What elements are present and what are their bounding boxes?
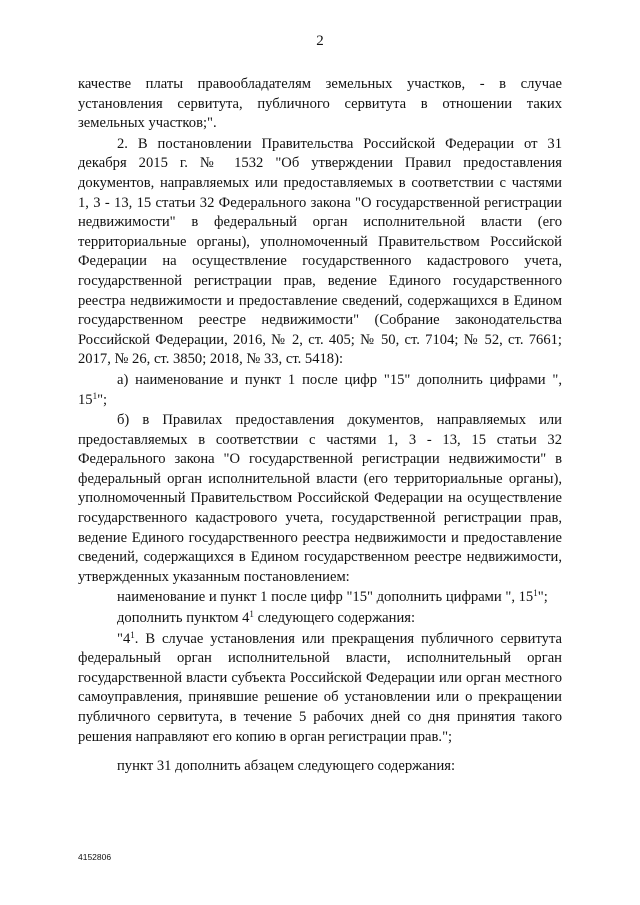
paragraph-amend-title-text: наименование и пункт 1 после цифр "15" дополнить цифрами ", 15	[117, 589, 534, 606]
paragraph-item-2: 2. В постановлении Правительства Российской Федерации от 31 декабря 2015 г. № 1532 "Об утверждении Правил предоставления документов, направляемых или предоставляемых в соответствии с частями 1, 3 - 13, 15 статьи 32 Федерального закона "О государственной регистрации недвижимости" в федеральный орган исполнительной власти (его территориальные органы), уполномоченный Правительством Российской Федерации на осуществление государственного кадастрового учета, государственной регистрации прав, ведение Единого государственного реестра недвижимости и предоставление сведений, содержащихся в Едином государственном реестре недвижимости" (Собрание законодательства Российской Федерации, 2016, № 2, ст. 405; № 50, ст. 7104; № 52, ст. 7661; 2017, № 26, ст. 3850; 2018, № 33, ст. 5418):	[78, 135, 562, 368]
paragraph-continuation: качестве платы правообладателям земельных участков, - в случае установления сервитута, публичного сервитута в отношении таких земельных участков;".	[78, 76, 562, 132]
paragraph-item-b: б) в Правилах предоставления документов, направляемых или предоставляемых в соответствии с частями 1, 3 - 13, 15 статьи 32 Федерального закона "О государственной регистрации недвижимости" в федеральный орган исполнительной власти (его территориальные органы), уполномоченный Правительством Российской Федерации на осуществление государственного кадастрового учета, государственной регистрации прав, ведение Единого государственного реестра недвижимости и предоставление сведений, содержащихся в Едином государственном реестре недвижимости, утвержденных указанным постановлением:	[78, 412, 562, 585]
paragraph-amend-title	[78, 588, 562, 608]
paragraph-amend-title-tail: ";	[537, 589, 548, 606]
paragraph-point-4-1-start: "4	[117, 630, 131, 647]
paragraph-add-point-tail: следующего содержания:	[253, 610, 416, 627]
document-body	[78, 75, 562, 777]
superscript: 1	[92, 390, 98, 401]
paragraph-item-a-tail: ";	[97, 391, 108, 408]
paragraph-item-a-text: а) наименование и пункт 1 после цифр "15" дополнить цифрами ", 15	[78, 371, 562, 408]
superscript: 1	[533, 588, 538, 599]
superscript: 1	[130, 629, 135, 640]
paragraph-point-31: пункт 31 дополнить абзацем следующего содержания:	[117, 758, 456, 775]
paragraph-add-point-text: дополнить пунктом 4	[117, 610, 250, 627]
superscript: 1	[249, 609, 254, 620]
paragraph-point-4-1	[78, 630, 562, 748]
page-number: 2	[316, 33, 324, 49]
document-id: 4152806	[78, 852, 112, 862]
paragraph-add-point	[78, 609, 562, 629]
paragraph-item-a	[78, 371, 562, 410]
paragraph-point-4-1-text: . В случае установления или прекращения публичного сервитута федеральный орган исполнительной власти, исполнительный орган государственной власти субъекта Российской Федерации или орган местного самоуправления, принявшие решение об установлении или о прекращении публичного сервитута, в течение 5 рабочих дней со дня принятия такого решения направляют его копию в орган регистрации прав.";	[78, 630, 562, 745]
